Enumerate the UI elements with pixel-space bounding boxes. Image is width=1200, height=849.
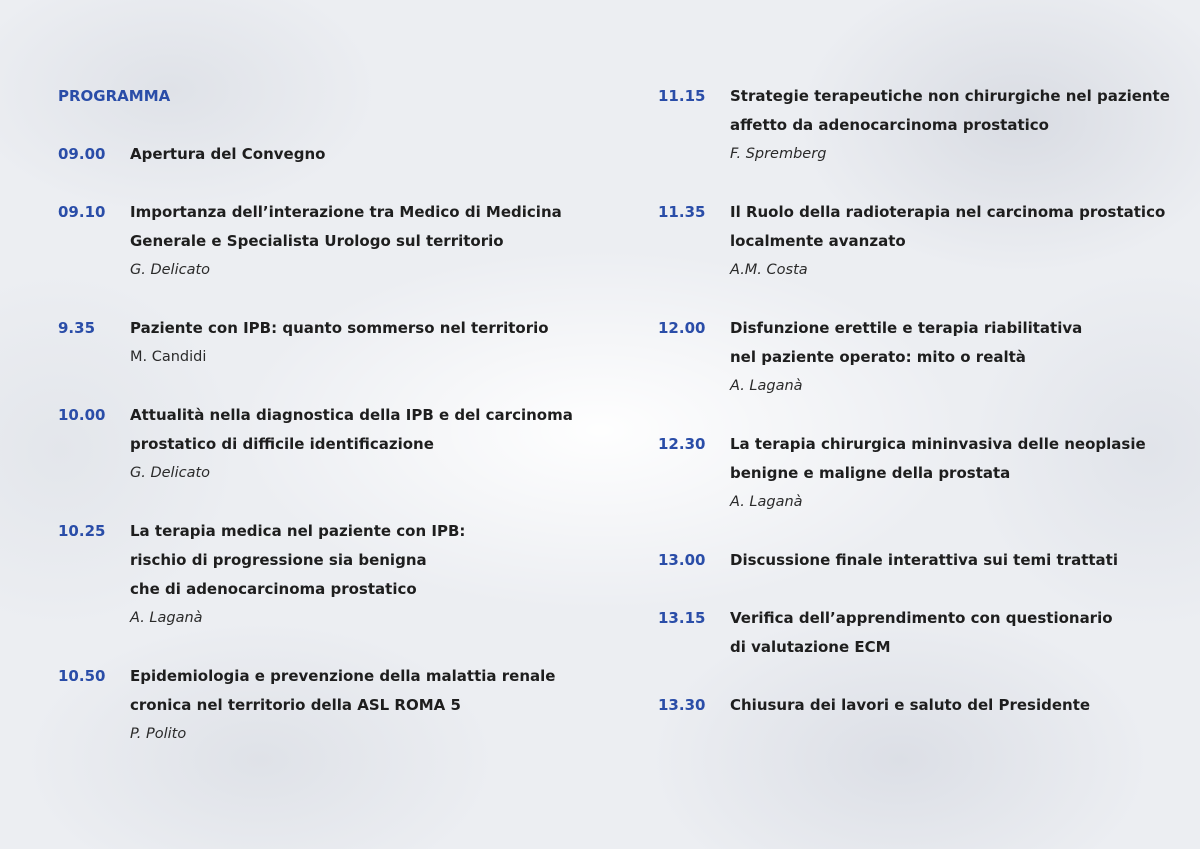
session-speaker: G. Delicato (130, 262, 211, 278)
program-heading: PROGRAMMA (58, 87, 171, 105)
session-speaker: M. Candidi (130, 349, 207, 365)
session-time: 13.30 (658, 696, 706, 714)
session-time: 10.25 (58, 522, 106, 540)
session-body (130, 517, 578, 633)
session-title: La terapia chirurgica mininvasiva delle neoplasie benigne e maligne della prostata (730, 435, 1146, 482)
program-left-column (58, 82, 578, 778)
session-title: Importanza dell’interazione tra Medico di Medicina Generale e Specialista Urologo sul territorio (130, 203, 562, 250)
session-speaker: G. Delicato (130, 465, 211, 481)
session-title: Strategie terapeutiche non chirurgiche nel paziente affetto da adenocarcinoma prostatico (730, 87, 1170, 134)
session-body (730, 604, 1178, 662)
session-speaker: P. Polito (130, 726, 187, 742)
session-title: Apertura del Convegno (130, 145, 326, 163)
session-speaker: A. Laganà (130, 610, 203, 626)
session-time: 09.00 (58, 145, 106, 163)
program-item (658, 430, 1178, 517)
session-body (730, 314, 1178, 401)
program-item (658, 198, 1178, 285)
session-body (130, 401, 578, 488)
session-title: Verifica dell’apprendimento con questionario di valutazione ECM (730, 609, 1113, 656)
session-title: Paziente con IPB: quanto sommerso nel territorio (130, 319, 549, 337)
session-title: Attualità nella diagnostica della IPB e del carcinoma prostatico di difficile identificazione (130, 406, 573, 453)
session-time: 12.00 (658, 319, 706, 337)
program-item (658, 82, 1178, 169)
session-body (130, 140, 578, 169)
program-item (658, 691, 1178, 720)
program-item (58, 662, 578, 749)
session-body (730, 546, 1178, 575)
program-item (58, 517, 578, 633)
session-title: Il Ruolo della radioterapia nel carcinoma prostatico localmente avanzato (730, 203, 1166, 250)
program-item (658, 314, 1178, 401)
session-body (730, 430, 1178, 517)
program-item (658, 604, 1178, 662)
program-right-column (658, 82, 1178, 749)
session-body (730, 691, 1178, 720)
session-time: 10.00 (58, 406, 106, 424)
session-title: Discussione finale interattiva sui temi trattati (730, 551, 1118, 569)
session-body (130, 198, 578, 285)
program-item (58, 198, 578, 285)
session-time: 9.35 (58, 319, 96, 337)
session-title: Chiusura dei lavori e saluto del Presidente (730, 696, 1091, 714)
session-body (130, 662, 578, 749)
session-time: 11.35 (658, 203, 706, 221)
session-speaker: A. Laganà (730, 494, 803, 510)
session-speaker: A.M. Costa (730, 262, 808, 278)
program-list-right (658, 82, 1178, 720)
program-item (58, 314, 578, 372)
program-item (58, 401, 578, 488)
program-item (658, 546, 1178, 575)
session-speaker: F. Spremberg (730, 146, 827, 162)
session-title: La terapia medica nel paziente con IPB: rischio di progressione sia benigna che di adenocarcinoma prostatico (130, 522, 466, 598)
session-time: 13.15 (658, 609, 706, 627)
session-title: Epidemiologia e prevenzione della malattia renale cronica nel territorio della ASL ROMA 5 (130, 667, 556, 714)
session-body (130, 314, 578, 372)
session-body (730, 82, 1178, 169)
session-speaker: A. Laganà (730, 378, 803, 394)
session-time: 13.00 (658, 551, 706, 569)
program-item (58, 140, 578, 169)
program-list-left (58, 140, 578, 749)
session-time: 10.50 (58, 667, 106, 685)
session-body (730, 198, 1178, 285)
session-title: Disfunzione erettile e terapia riabilitativa nel paziente operato: mito o realtà (730, 319, 1083, 366)
session-time: 09.10 (58, 203, 106, 221)
session-time: 12.30 (658, 435, 706, 453)
session-time: 11.15 (658, 87, 706, 105)
